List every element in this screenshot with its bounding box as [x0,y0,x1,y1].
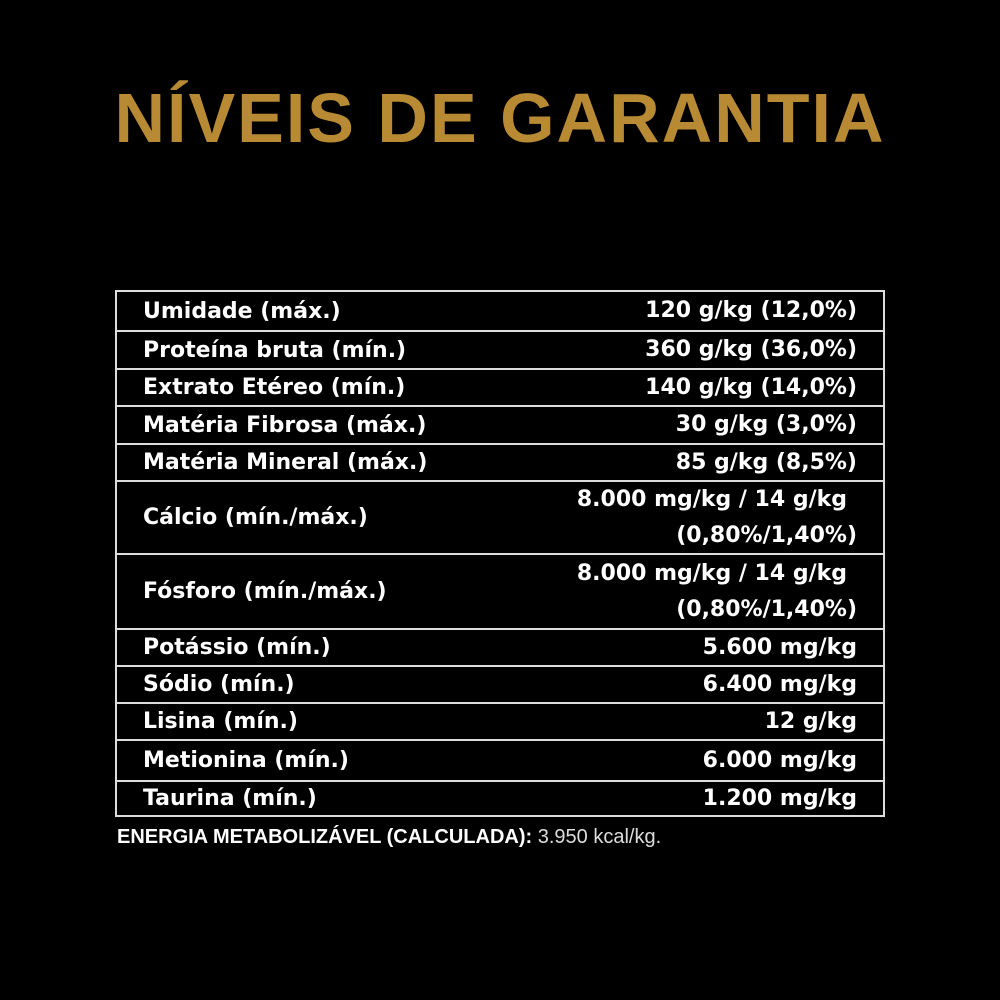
row-label: Proteína bruta (mín.) [143,337,407,363]
row-value: 140 g/kg (14,0%) [645,374,857,400]
table-row [117,553,883,628]
row-label: Metionina (mín.) [143,748,349,773]
row-value: 12 g/kg [764,708,857,734]
table-row [117,443,883,480]
row-value: 6.000 mg/kg [702,747,857,773]
table-row [117,330,883,368]
table-row [117,780,883,815]
energy-value: 3.950 kcal/kg. [537,826,662,848]
row-value: 6.400 mg/kg [702,671,857,697]
row-label: Lisina (mín.) [143,709,298,734]
row-value-line2: (0,80%/1,40%) [676,596,857,622]
row-value: 360 g/kg (36,0%) [645,337,857,362]
row-label: Extrato Etéreo (mín.) [143,375,406,400]
row-label: Taurina (mín.) [143,786,317,811]
row-value: 5.600 mg/kg [702,634,857,660]
row-value-line1: 8.000 mg/kg / 14 g/kg [576,486,847,512]
table-row [117,368,883,405]
row-label: Sódio (mín.) [143,672,295,697]
page-title: NÍVEIS DE GARANTIA [114,79,886,157]
energy-footnote [117,826,661,849]
row-value [577,482,857,554]
table-row [117,628,883,665]
table-row [117,405,883,443]
table-row [117,665,883,702]
energy-label: ENERGIA METABOLIZÁVEL (CALCULADA): [117,826,533,848]
row-label: Umidade (máx.) [143,298,341,324]
table-row [117,292,883,330]
row-value-line1: 8.000 mg/kg / 14 g/kg [576,560,847,586]
table-row [117,739,883,780]
row-value: 30 g/kg (3,0%) [675,412,857,437]
row-label: Matéria Mineral (máx.) [143,450,428,475]
row-label: Fósforo (mín./máx.) [143,579,387,604]
table-row [117,702,883,739]
row-label: Matéria Fibrosa (máx.) [143,412,427,438]
row-label: Potássio (mín.) [143,635,331,660]
guarantee-table [115,290,885,817]
row-value [577,556,857,628]
row-label: Cálcio (mín./máx.) [143,505,368,530]
row-value: 120 g/kg (12,0%) [645,298,857,323]
row-value-line2: (0,80%/1,40%) [676,522,857,548]
table-row [117,480,883,553]
row-value: 1.200 mg/kg [702,785,857,811]
row-value: 85 g/kg (8,5%) [675,449,857,475]
